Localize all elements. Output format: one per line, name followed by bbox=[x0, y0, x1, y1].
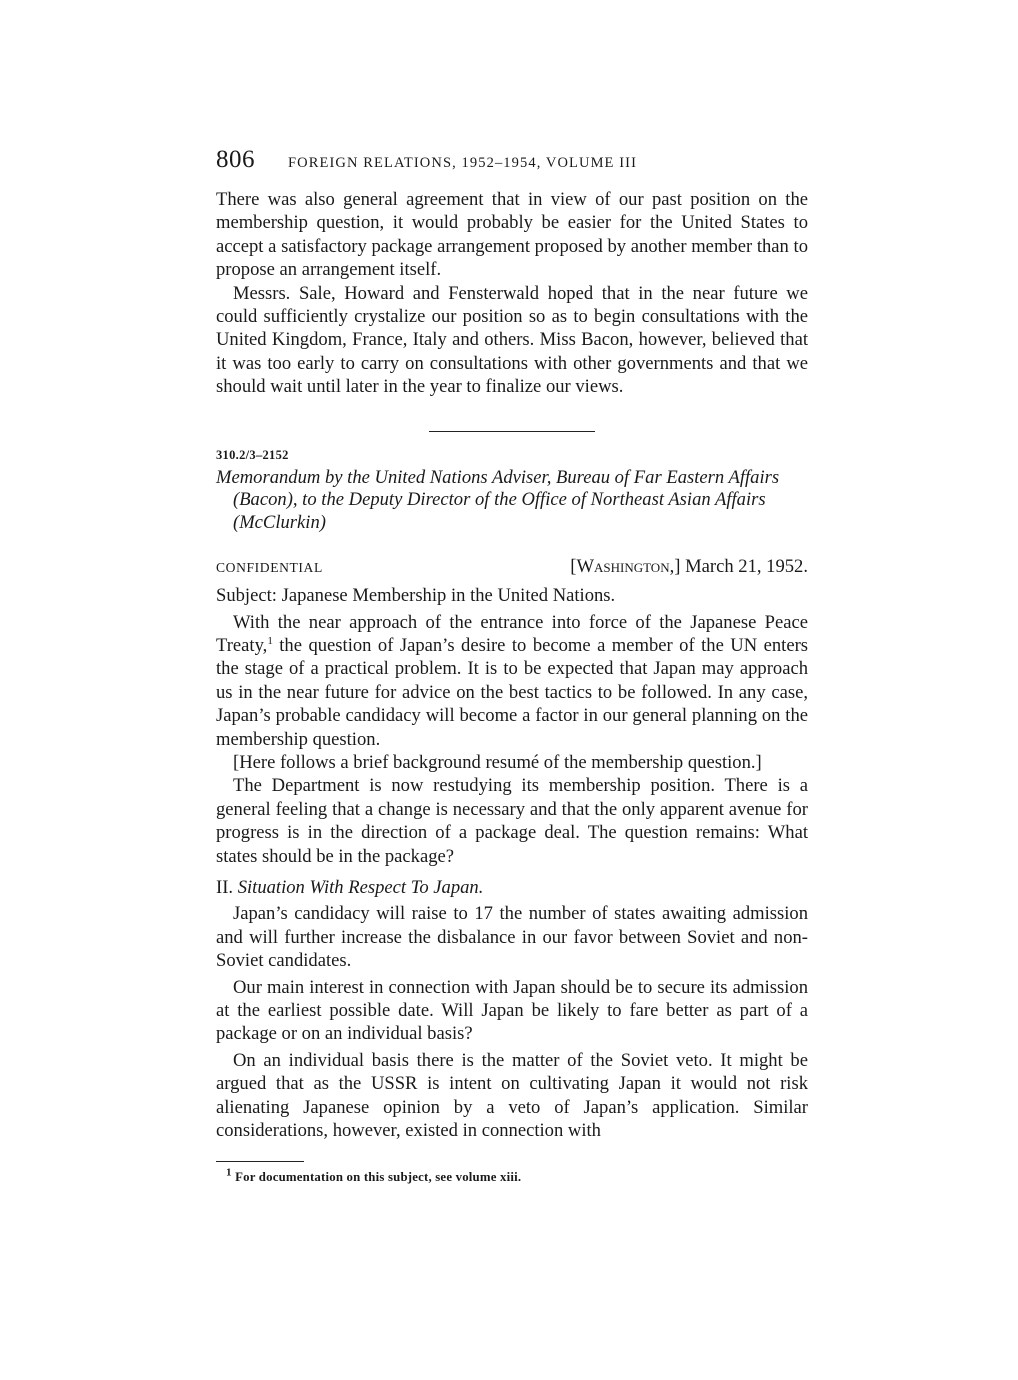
section-divider bbox=[429, 431, 595, 432]
section-number: II. bbox=[216, 877, 234, 899]
footnote bbox=[216, 1166, 808, 1185]
file-number: 310.2/3–2152 bbox=[216, 447, 289, 462]
running-head bbox=[216, 146, 808, 178]
place: [Washington,] bbox=[570, 556, 681, 578]
footnote-reference: 1 bbox=[267, 634, 273, 647]
subject-text: Japanese Membership in the United Nations. bbox=[281, 585, 616, 607]
subject-line bbox=[216, 584, 808, 607]
date: March 21, 1952. bbox=[685, 556, 808, 578]
editorial-note: [Here follows a brief background resumé of the membership question.] bbox=[233, 752, 762, 773]
document-title: Memorandum by the United Nations Adviser, Bureau of Far Eastern Affairs (Bacon), to the Deputy Director of the Office of Northeast Asian Affairs (McClurkin) bbox=[216, 466, 780, 533]
body-paragraph-4: Our main interest in connection with Japan should be to secure its admission at the earliest possible date. Will Japan be likely to fare better as part of a package or on an individual basis? bbox=[216, 976, 808, 1045]
dateline bbox=[216, 556, 808, 578]
intro-paragraph-2: Messrs. Sale, Howard and Fensterwald hoped that in the near future we could sufficiently crystalize our position so as to begin consultations with the United Kingdom, France, Italy and others. Miss Bacon, however, believed that it was too early to carry on consultations with other governments and that we should wait until later in the year to finalize our views. bbox=[216, 282, 808, 398]
body-paragraph-2: The Department is now restudying its membership position. There is a general feeling that a change is necessary and that the only apparent avenue for progress is in the direction of a package deal. The question remains: What states should be in the package? bbox=[216, 775, 808, 867]
section-title: Situation With Respect To Japan. bbox=[237, 877, 484, 899]
subject-label: Subject: bbox=[216, 585, 277, 607]
intro-paragraph-1: There was also general agreement that in view of our past position on the membership question, it would probably be easier for the United States to accept a satisfactory package arrangement proposed by another member than to propose an arrangement itself. bbox=[216, 189, 808, 281]
page-number: 806 bbox=[216, 146, 255, 173]
footnote-text: For documentation on this subject, see volume xiii. bbox=[235, 1169, 522, 1184]
body-paragraph-5: On an individual basis there is the matter of the Soviet veto. It might be argued that as the USSR is intent on cultivating Japan it would not risk alienating Japanese opinion by a veto of Japan’s application. Similar considerations, however, existed in connection with bbox=[216, 1049, 808, 1142]
place-and-date bbox=[570, 556, 808, 578]
section-heading bbox=[216, 876, 808, 899]
body-paragraph-1-start: With the near approach of the entrance into force of the Japanese Peace Treaty, bbox=[216, 611, 808, 656]
body-paragraph-1 bbox=[216, 611, 808, 751]
footnote-divider bbox=[216, 1161, 304, 1162]
body-paragraph-3: Japan’s candidacy will raise to 17 the number of states awaiting admission and will further increase the disbalance in our favor between Soviet and non-Soviet candidates. bbox=[216, 903, 808, 972]
running-title: FOREIGN RELATIONS, 1952–1954, VOLUME III bbox=[288, 155, 638, 171]
classification: CONFIDENTIAL bbox=[216, 560, 323, 576]
body-paragraph-1-end: the question of Japan’s desire to become a member of the UN enters the stage of a practical problem. It is to be expected that Japan may approach us in the near future for advice on the best tactics to be followed. In any case, Japan’s probable candidacy will become a factor in our general planning on the membership question. bbox=[216, 634, 808, 750]
footnote-marker: 1 bbox=[226, 1166, 232, 1179]
page bbox=[216, 146, 808, 1185]
